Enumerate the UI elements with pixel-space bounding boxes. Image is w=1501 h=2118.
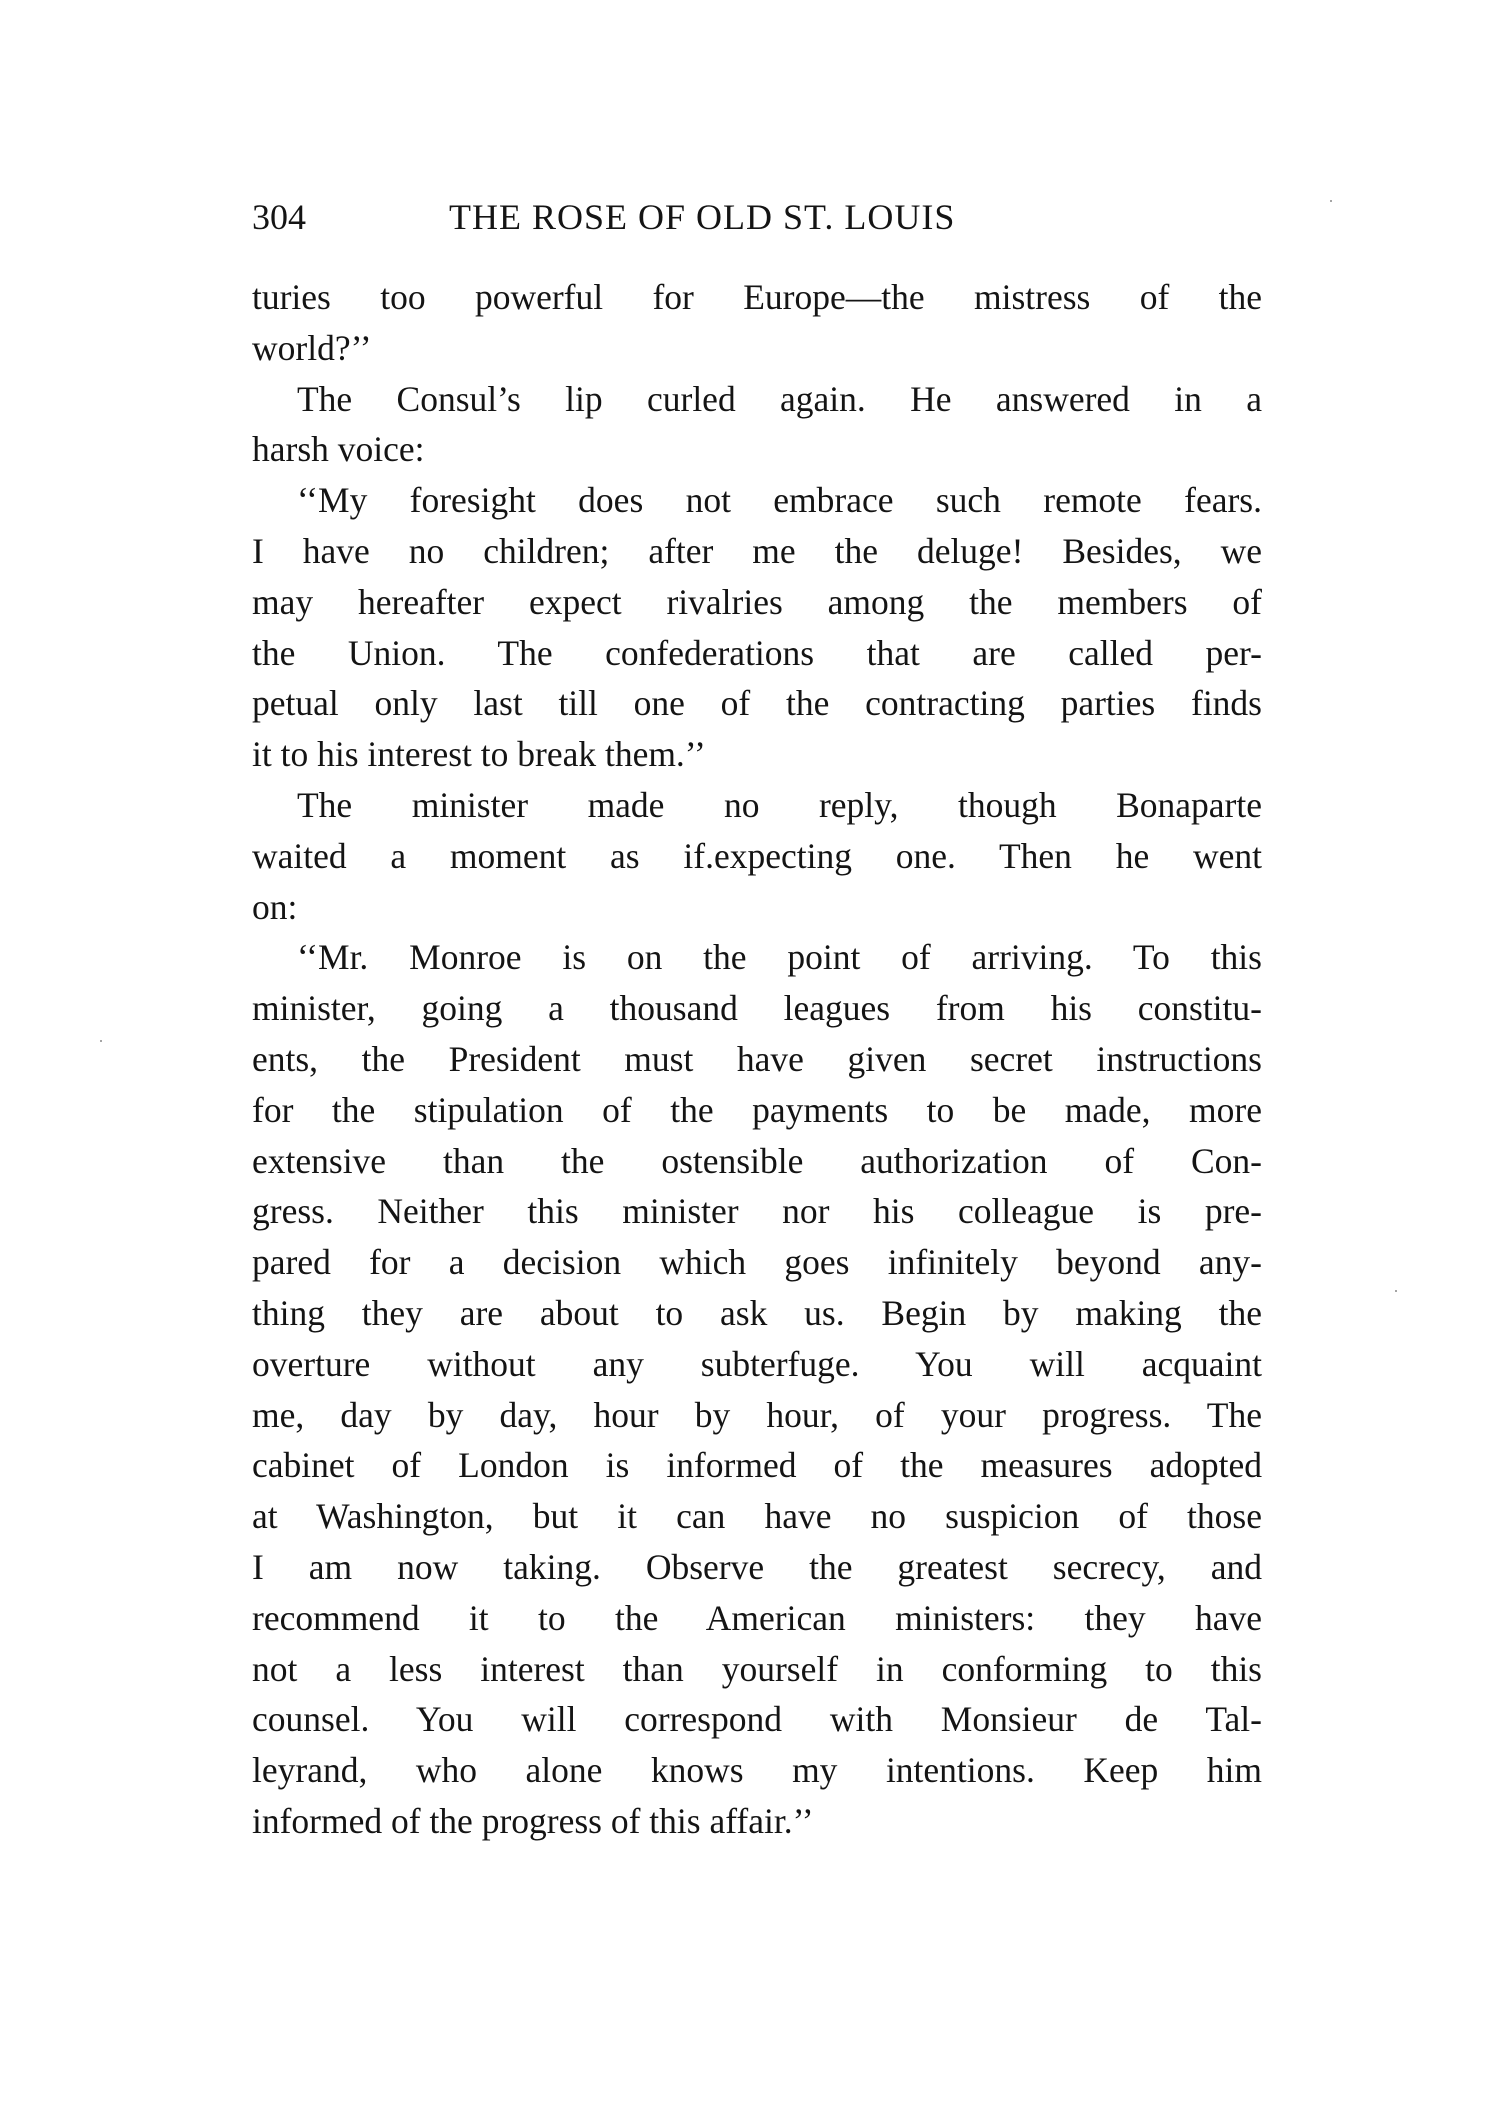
paragraph xyxy=(252,475,1262,780)
text-line: world?’’ xyxy=(252,327,372,368)
text-line: ents, the President must have given secret instructions xyxy=(252,1038,1262,1079)
text-line: ‘‘Mr. Monroe is on the point of arriving. To this xyxy=(297,937,1262,978)
text-line: for the stipulation of the payments to be made, more xyxy=(252,1089,1262,1130)
text-line: I have no children; after me the deluge! Besides, we xyxy=(252,530,1262,571)
paragraph xyxy=(252,932,1262,1846)
text-line: counsel. You will correspond with Monsieur de Tal- xyxy=(252,1699,1262,1740)
text-line: informed of the progress of this affair.’’ xyxy=(252,1800,814,1841)
text-line: leyrand, who alone knows my intentions. Keep him xyxy=(252,1750,1262,1791)
text-line: overture without any subterfuge. You will acquaint xyxy=(252,1343,1262,1384)
text-line: extensive than the ostensible authorization of Con- xyxy=(252,1140,1262,1181)
page-number: 304 xyxy=(252,197,306,237)
text-line: I am now taking. Observe the greatest secrecy, and xyxy=(252,1546,1262,1587)
text-line: minister, going a thousand leagues from his constitu- xyxy=(252,988,1262,1029)
text-line: thing they are about to ask us. Begin by making the xyxy=(252,1292,1262,1333)
text-line: pared for a decision which goes infinitely beyond any- xyxy=(252,1242,1262,1283)
text-line: waited a moment as if.expecting one. Then he went xyxy=(252,835,1262,876)
running-header xyxy=(252,196,1262,240)
paragraph xyxy=(252,374,1262,476)
text-line: ‘‘My foresight does not embrace such remote fears. xyxy=(297,480,1262,521)
text-line: on: xyxy=(252,886,298,927)
text-line: not a less interest than yourself in conforming to this xyxy=(252,1648,1262,1689)
scan-speck xyxy=(100,1040,102,1042)
text-line: harsh voice: xyxy=(252,429,425,470)
text-line: turies too powerful for Europe—the mistress of the xyxy=(252,277,1262,317)
text-line: gress. Neither this minister nor his colleague is pre- xyxy=(252,1191,1262,1232)
text-line: it to his interest to break them.’’ xyxy=(252,734,706,775)
paragraph xyxy=(252,780,1262,932)
text-line: petual only last till one of the contracting parties finds xyxy=(252,683,1262,724)
text-line: at Washington, but it can have no suspicion of those xyxy=(252,1496,1262,1537)
text-line: The minister made no reply, though Bonaparte xyxy=(297,784,1262,825)
text-line: may hereafter expect rivalries among the members of xyxy=(252,581,1262,622)
paragraph xyxy=(252,272,1262,374)
text-line: the Union. The confederations that are called per- xyxy=(252,632,1262,673)
scan-speck xyxy=(1395,1290,1397,1292)
text-line: The Consul’s lip curled again. He answered in a xyxy=(297,378,1262,419)
scan-speck xyxy=(1330,200,1332,202)
text-line: recommend it to the American ministers: they have xyxy=(252,1597,1262,1638)
page-body-text xyxy=(252,272,1262,1847)
text-line: me, day by day, hour by hour, of your progress. The xyxy=(252,1394,1262,1435)
text-line: cabinet of London is informed of the measures adopted xyxy=(252,1445,1262,1486)
running-title: THE ROSE OF OLD ST. LOUIS xyxy=(449,197,956,237)
